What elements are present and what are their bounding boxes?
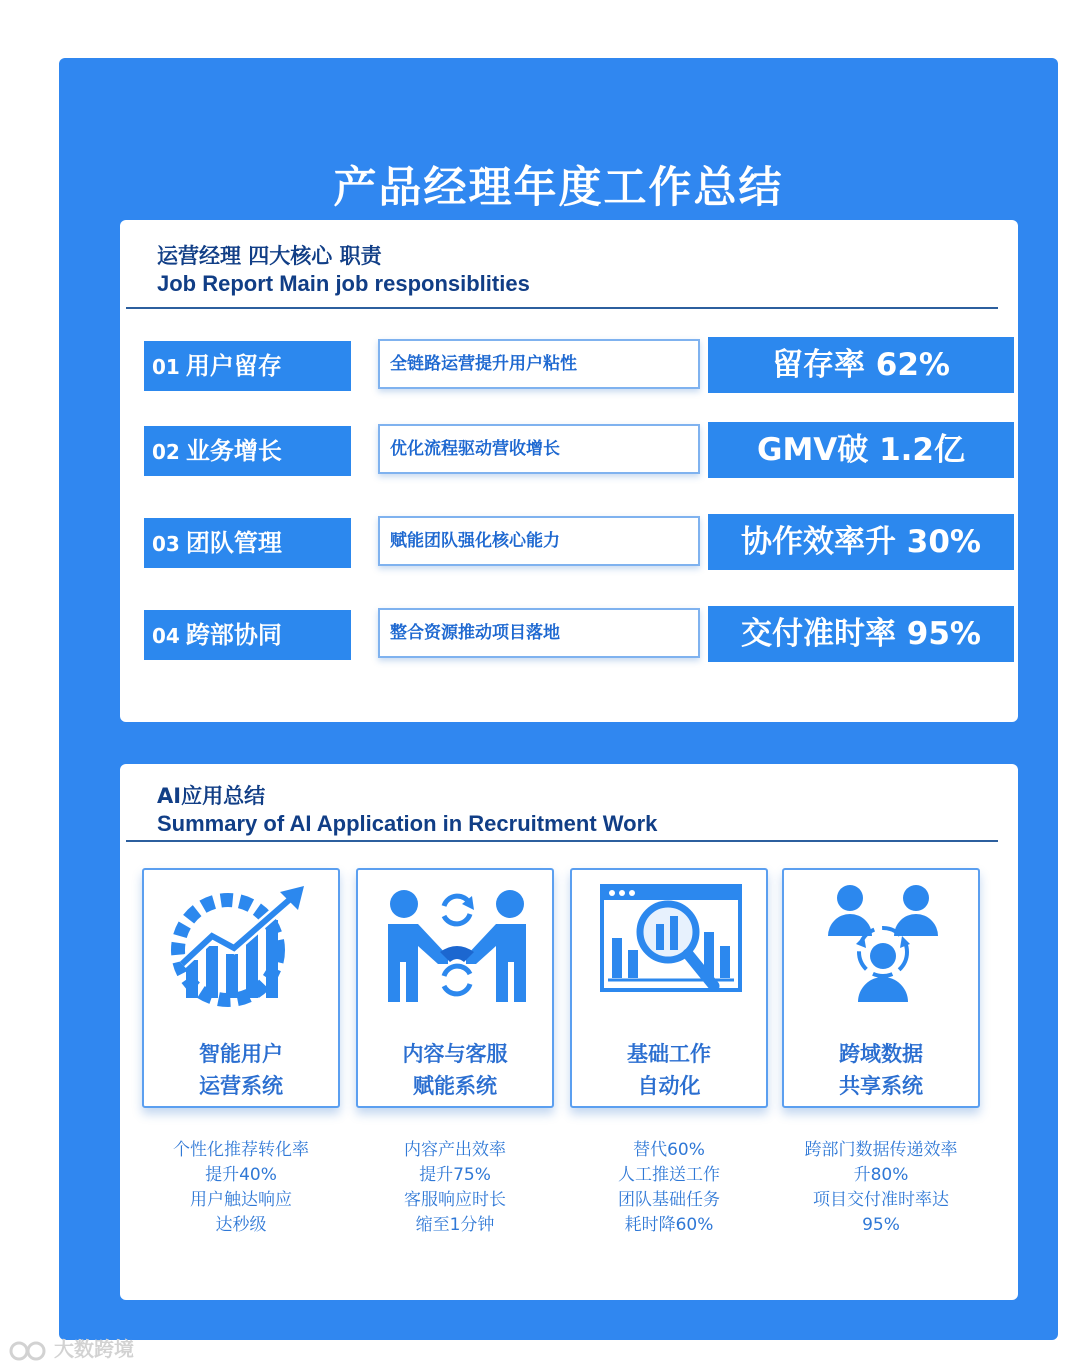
page-title: 产品经理年度工作总结 (333, 163, 784, 213)
ai-heading-en: Summary of AI Application in Recruitment Work (157, 811, 658, 836)
watermark: 大数跨境 (8, 1333, 134, 1362)
feature-card (142, 868, 340, 1108)
feature-name: 智能用户 运营系统 (199, 1042, 283, 1098)
row-stat: 交付准时率 95% (708, 606, 1014, 662)
row-stat: 协作效率升 30% (708, 514, 1014, 570)
row-label: 01 用户留存 (144, 341, 351, 391)
responsibility-row (144, 422, 990, 478)
row-description: 优化流程驱动营收增长 (378, 424, 700, 474)
feature-description: 替代60% 人工推送工作 团队基础任务 耗时降60% (618, 1140, 720, 1235)
team-network-icon (808, 880, 958, 1010)
row-description: 整合资源推动项目落地 (378, 608, 700, 658)
heading-divider (126, 840, 998, 842)
magnifier-report-icon (596, 880, 746, 1010)
responsibility-row (144, 606, 990, 662)
feature-name: 内容与客服 赋能系统 (402, 1042, 508, 1098)
responsibilities-heading-cn: 运营经理 四大核心 职责 (157, 244, 382, 268)
feature-card (570, 868, 768, 1108)
feature-name: 跨域数据 共享系统 (839, 1042, 923, 1098)
feature-card (782, 868, 980, 1108)
row-stat: 留存率 62% (708, 337, 1014, 393)
responsibilities-heading-en: Job Report Main job responsiblities (157, 271, 530, 296)
row-stat: GMV破 1.2亿 (708, 422, 1014, 478)
watermark-logo-icon (8, 1340, 48, 1362)
handshake-icon (382, 880, 532, 1010)
responsibility-row (144, 337, 990, 393)
growth-chart-gear-icon (168, 880, 318, 1010)
responsibilities-card (120, 220, 1018, 722)
heading-divider (126, 307, 998, 309)
feature-description: 个性化推荐转化率 提升40% 用户触达响应 达秒级 (173, 1140, 309, 1235)
responsibility-row (144, 514, 990, 570)
feature-name: 基础工作 自动化 (627, 1042, 711, 1098)
row-description: 全链路运营提升用户粘性 (378, 339, 700, 389)
feature-description: 跨部门数据传递效率 升80% 项目交付准时率达 95% (804, 1140, 958, 1235)
row-description: 赋能团队强化核心能力 (378, 516, 700, 566)
row-label: 04 跨部协同 (144, 610, 351, 660)
row-label: 03 团队管理 (144, 518, 351, 568)
feature-card (356, 868, 554, 1108)
ai-heading-cn: AI应用总结 (157, 784, 266, 808)
ai-summary-card (120, 764, 1018, 1300)
row-label: 02 业务增长 (144, 426, 351, 476)
feature-description: 内容产出效率 提升75% 客服响应时长 缩至1分钟 (404, 1140, 506, 1235)
